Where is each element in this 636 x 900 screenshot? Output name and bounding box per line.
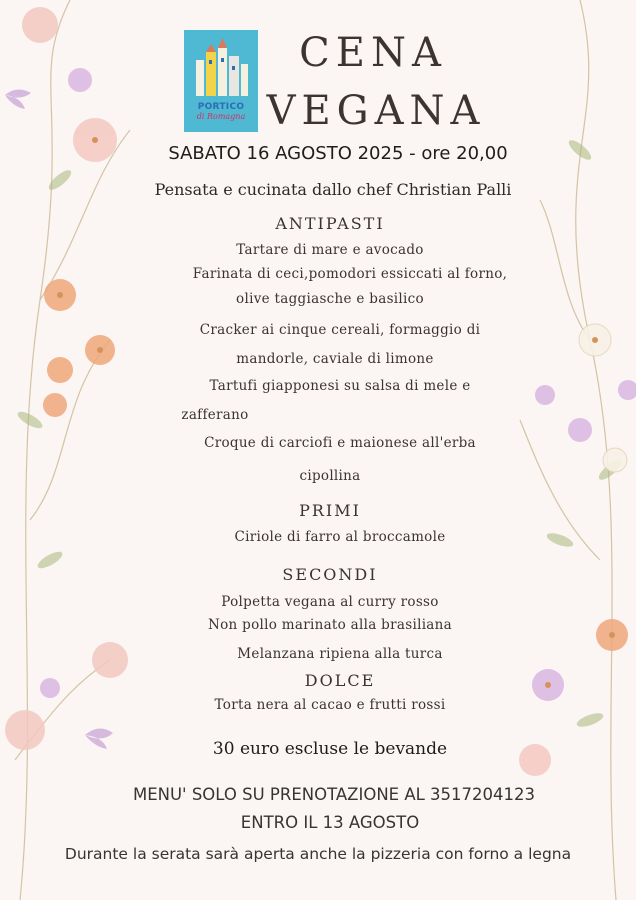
dish-item: Non pollo marinato alla brasiliana — [208, 617, 452, 633]
footer-note: Durante la serata sarà aperta anche la pizzeria con forno a legna — [64, 845, 572, 863]
logo-text-romagna: di Romagna — [196, 112, 246, 121]
logo-text-portico: PORTICO — [197, 102, 245, 112]
dish-item: cipollina — [299, 468, 361, 484]
event-date: SABATO 16 AGOSTO 2025 - ore 20,00 — [168, 143, 508, 164]
section-heading-dolce: DOLCE — [304, 671, 376, 690]
section-heading-secondi: SECONDI — [282, 565, 378, 584]
dish-item: Polpetta vegana al curry rosso — [221, 594, 439, 610]
dish-item: Torta nera al cacao e frutti rossi — [214, 697, 446, 713]
dish-item: Ciriole di farro al broccamole — [234, 529, 446, 545]
section-heading-antipasti: ANTIPASTI — [275, 214, 385, 233]
portico-di-romagna-logo — [184, 30, 258, 132]
dish-item: Melanzana ripiena alla turca — [237, 646, 443, 662]
dish-item: Tartufi giapponesi su salsa di mele e — [209, 378, 471, 394]
title-line-1: CENA — [299, 30, 447, 76]
dish-item: mandorle, caviale di limone — [236, 351, 434, 367]
booking-line-2: ENTRO IL 13 AGOSTO — [240, 813, 420, 832]
title-line-2: VEGANA — [266, 88, 486, 134]
dish-item: olive taggiasche e basilico — [236, 291, 424, 307]
dish-item: Tartare di mare e avocado — [236, 242, 424, 258]
section-heading-primi: PRIMI — [299, 501, 361, 520]
booking-line-1: MENU' SOLO SU PRENOTAZIONE AL 3517204123 — [132, 785, 536, 804]
building-icon — [184, 30, 258, 100]
dish-item: zafferano — [181, 407, 249, 423]
chef-line: Pensata e cucinata dallo chef Christian Palli — [154, 180, 512, 199]
price-line: 30 euro escluse le bevande — [212, 739, 448, 759]
dish-item: Croque di carciofi e maionese all'erba — [204, 435, 476, 451]
dish-item: Cracker ai cinque cereali, formaggio di — [199, 322, 481, 338]
dish-item: Farinata di ceci,pomodori essiccati al forno, — [192, 266, 508, 282]
